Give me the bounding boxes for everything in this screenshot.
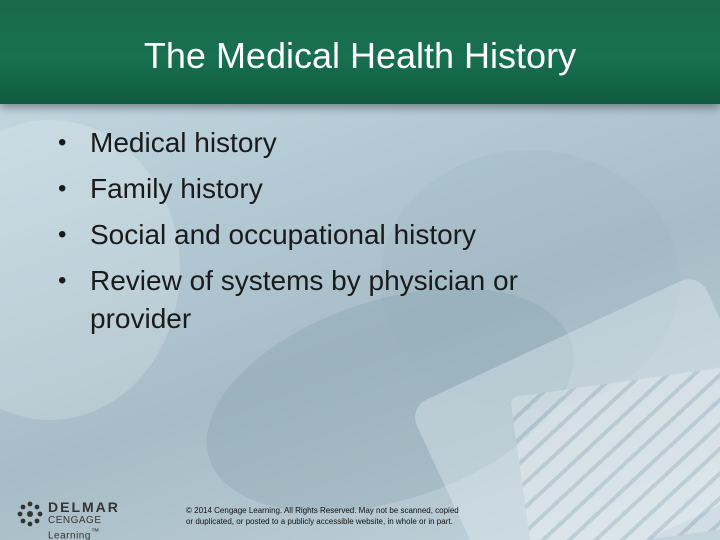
delmar-cengage-logo bbox=[16, 496, 156, 540]
bullet-list bbox=[58, 124, 618, 346]
logo-cengage-text bbox=[48, 515, 156, 540]
bullet-dot: • bbox=[58, 175, 67, 202]
logo-delmar-text: DELMAR bbox=[48, 499, 120, 515]
copyright-line: or duplicated, or posted to a publicly accessible website, in whole or in part. bbox=[186, 517, 453, 526]
bullet-dot: • bbox=[58, 267, 67, 294]
bullet-text: Social and occupational history bbox=[90, 219, 477, 250]
cengage-logo-icon bbox=[16, 500, 44, 528]
bullet-item bbox=[58, 262, 618, 338]
bullet-dot: • bbox=[58, 221, 67, 248]
title-bar bbox=[0, 0, 720, 104]
bullet-item bbox=[58, 216, 618, 254]
bullet-text: Review of systems by physician or provider bbox=[90, 265, 518, 334]
bullet-text: Family history bbox=[90, 173, 263, 204]
bullet-dot: • bbox=[58, 129, 67, 156]
copyright-line: © 2014 Cengage Learning. All Rights Reserved. May not be scanned, copied bbox=[186, 506, 459, 515]
bullet-item bbox=[58, 124, 618, 162]
logo-cengage-label: CENGAGE Learning bbox=[48, 515, 102, 540]
bullet-text: Medical history bbox=[90, 127, 277, 158]
trademark-mark: ™ bbox=[90, 526, 100, 536]
slide-title: The Medical Health History bbox=[143, 35, 577, 76]
copyright-notice bbox=[186, 505, 516, 527]
bullet-item bbox=[58, 170, 618, 208]
